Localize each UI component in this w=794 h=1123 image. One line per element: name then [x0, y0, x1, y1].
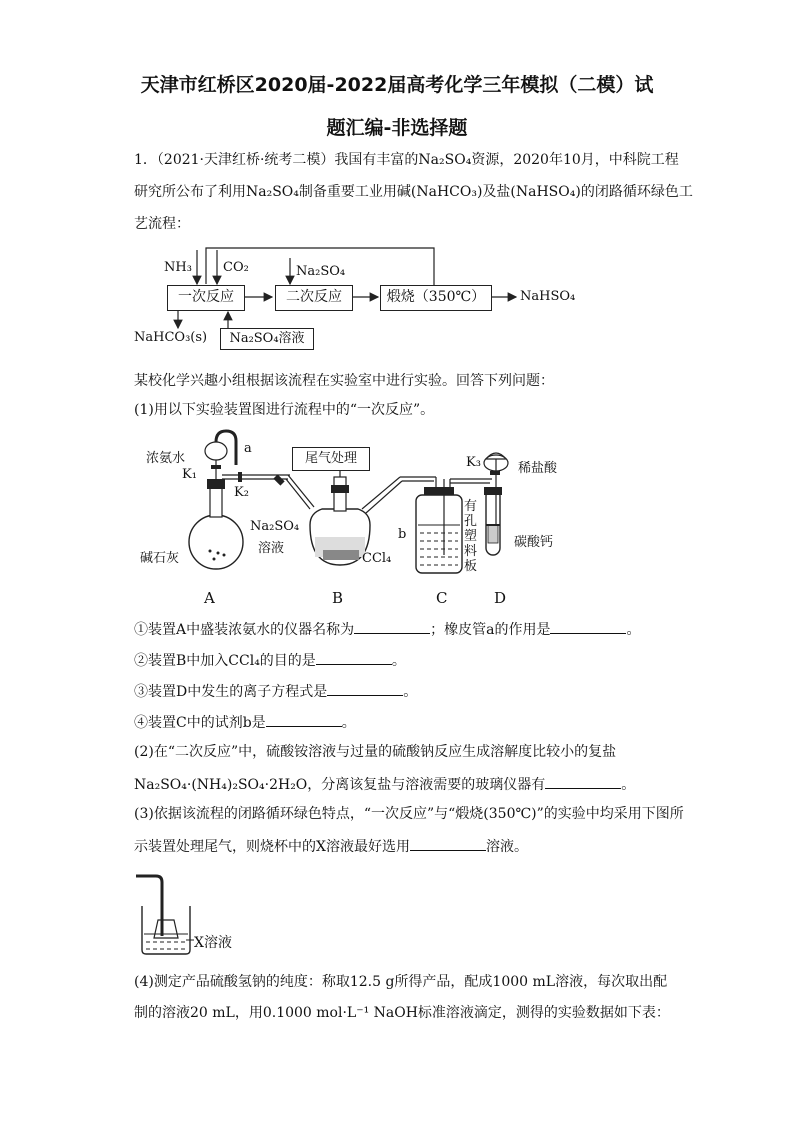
na2so4-solution-label-1: Na₂SO₄	[250, 519, 300, 534]
tail-gas-box: 尾气处理	[292, 447, 370, 471]
process-flow-diagram	[130, 244, 600, 354]
solution-box: Na₂SO₄溶液	[220, 328, 314, 350]
plastic-plate-label	[464, 499, 477, 574]
q1-1-text-a: ①装置A中盛装浓氨水的仪器名称为	[134, 622, 355, 638]
answer-blank[interactable]	[550, 618, 626, 634]
apparatus-diagram	[134, 425, 634, 610]
apparatus-b-label: B	[332, 589, 344, 607]
q1-2-text: ②装置B中加入CCl₄的目的是	[134, 653, 316, 669]
question-3-line2	[134, 835, 664, 857]
period: 。	[403, 684, 418, 700]
period: 。	[621, 777, 636, 793]
beaker-diagram	[134, 870, 274, 960]
k1-label: K₁	[182, 467, 197, 482]
plate-char: 板	[464, 559, 478, 574]
plate-char: 塑	[464, 529, 478, 544]
step-second-reaction: 二次反应	[275, 285, 353, 311]
intro-line1: 1．（2021·天津红桥·统考二模）我国有丰富的Na₂SO₄资源，2020年10月，中科院工程	[134, 152, 679, 168]
answer-blank[interactable]	[266, 711, 342, 727]
tube-a-label: a	[244, 441, 252, 456]
question-2-line2	[134, 773, 664, 795]
reagent-b-label: b	[398, 527, 407, 542]
answer-blank[interactable]	[316, 649, 392, 665]
experiment-intro: 某校化学兴趣小组根据该流程在实验室中进行实验。回答下列问题：	[134, 373, 554, 389]
apparatus-d-label: D	[494, 589, 507, 607]
question-1-4	[134, 711, 664, 733]
page-title-line1: 天津市红桥区2020届-2022届高考化学三年模拟（二模）试	[140, 74, 654, 96]
question-1-1	[134, 618, 664, 640]
q1-1-text-b: ；橡皮管a的作用是	[430, 622, 551, 638]
step-first-reaction: 一次反应	[167, 285, 245, 311]
intro-line3: 艺流程：	[134, 216, 190, 232]
q3-text-a: 示装置处理尾气，则烧杯中的X溶液最好选用	[134, 839, 410, 855]
question-1-2	[134, 649, 664, 671]
soda-lime-label: 碱石灰	[140, 551, 180, 566]
na2so4-input-label: Na₂SO₄	[296, 264, 346, 279]
q1-4-text: ④装置C中的试剂b是	[134, 715, 266, 731]
caco3-label: 碳酸钙	[514, 535, 554, 550]
question-4-line1: (4)测定产品硫酸氢钠的纯度：称取12.5 g所得产品，配成1000 mL溶液，每次取出配	[134, 974, 668, 990]
q3-text-b: 溶液。	[485, 839, 528, 855]
apparatus-c-label: C	[436, 589, 448, 607]
q2-text: Na₂SO₄·(NH₄)₂SO₄·2H₂O，分离该复盐与溶液需要的玻璃仪器有	[134, 777, 546, 793]
ccl4-label: CCl₄	[362, 551, 392, 566]
plate-char: 孔	[464, 514, 478, 529]
question-2-line1: (2)在“二次反应”中，硫酸铵溶液与过量的硫酸钠反应生成溶解度比较小的复盐	[134, 744, 617, 760]
period: 。	[341, 715, 356, 731]
plate-char: 料	[464, 544, 478, 559]
na2so4-solution-label-2: 溶液	[258, 541, 285, 556]
answer-blank[interactable]	[545, 773, 621, 789]
period: 。	[626, 622, 641, 638]
co2-label: CO₂	[223, 260, 249, 275]
nh3-label: NH₃	[164, 260, 192, 275]
plate-char: 有	[464, 499, 478, 514]
question-1-3	[134, 680, 664, 702]
question-1-intro: (1)用以下实验装置图进行流程中的“一次反应”。	[134, 402, 435, 418]
page-title-line2: 题汇编-非选择题	[326, 117, 468, 139]
question-4-line2: 制的溶液20 mL，用0.1000 mol·L⁻¹ NaOH标准溶液滴定，测得的实验数据如下表：	[134, 1005, 670, 1021]
byproduct-label: NaHCO₃(s)	[134, 330, 208, 345]
apparatus-drawing	[134, 425, 634, 610]
x-solution-label: X溶液	[194, 935, 232, 951]
product-label: NaHSO₄	[520, 289, 576, 304]
step-calcination: 煅烧（350℃）	[380, 285, 492, 311]
apparatus-a-label: A	[204, 589, 215, 607]
answer-blank[interactable]	[410, 835, 486, 851]
answer-blank[interactable]	[354, 618, 430, 634]
hcl-label: 稀盐酸	[518, 461, 558, 476]
period: 。	[391, 653, 406, 669]
answer-blank[interactable]	[327, 680, 403, 696]
k3-label: K₃	[466, 455, 481, 470]
k2-label: K₂	[234, 485, 249, 500]
ammonia-label: 浓氨水	[146, 451, 186, 466]
q1-3-text: ③装置D中发生的离子方程式是	[134, 684, 328, 700]
intro-line2: 研究所公布了利用Na₂SO₄制备重要工业用碱(NaHCO₃)及盐(NaHSO₄)的闭路循环绿色工	[134, 184, 693, 200]
question-3-line1: (3)依据该流程的闭路循环绿色特点，“一次反应”与“煅烧(350℃)”的实验中均采用下图所	[134, 806, 684, 822]
